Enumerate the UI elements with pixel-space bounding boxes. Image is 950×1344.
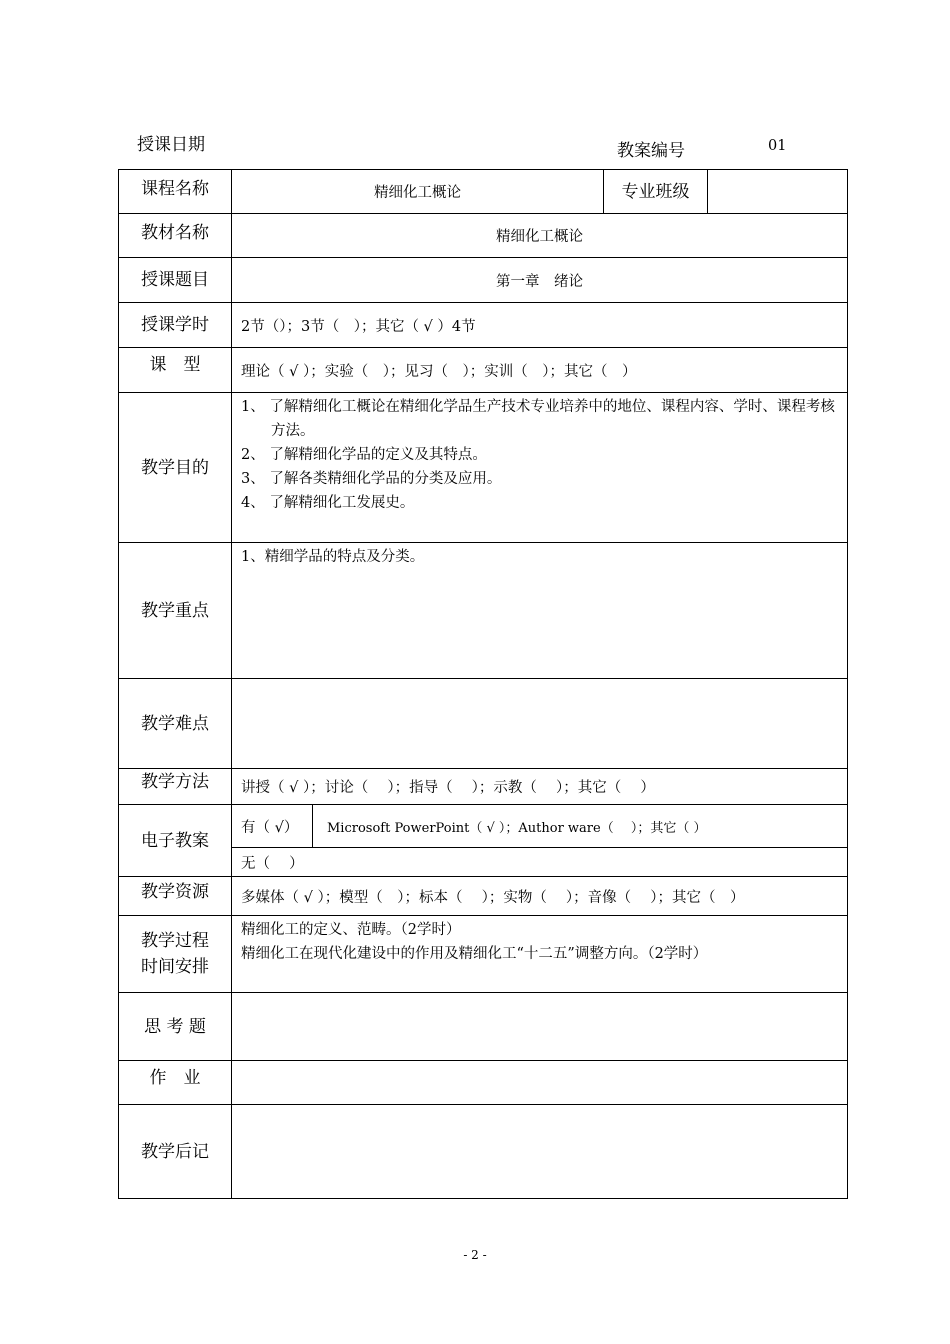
- row-resources: [119, 877, 848, 916]
- process-label-line2: 时间安排: [141, 957, 209, 977]
- questions-value: [232, 993, 848, 1061]
- resources-value: 多媒体（ √ ）；模型（ ）；标本（ ）；实物（ ）；音像（ ）；其它（ ）: [232, 877, 848, 916]
- class-label: 专业班级: [604, 170, 708, 214]
- row-reflection: [119, 1105, 848, 1199]
- topic-label: 授课题目: [119, 258, 232, 303]
- objective-item: 2、 了解精细化学品的定义及其特点。: [241, 447, 487, 463]
- e-plan-yes: 有（ √）: [232, 805, 313, 848]
- difficulties-label: 教学难点: [119, 679, 232, 769]
- key-points-value: 1、精细学品的特点及分类。: [232, 543, 848, 679]
- row-topic: [119, 258, 848, 303]
- process-item: 精细化工在现代化建设中的作用及精细化工“十二五”调整方向。（2学时）: [241, 946, 708, 962]
- homework-value: [232, 1061, 848, 1105]
- objectives-list: [232, 393, 848, 543]
- date-label: 授课日期: [137, 135, 205, 155]
- row-questions: [119, 993, 848, 1061]
- resources-label: 教学资源: [119, 877, 232, 916]
- lesson-plan-table: [118, 169, 848, 1199]
- row-methods: [119, 769, 848, 805]
- textbook-value: 精细化工概论: [232, 214, 848, 258]
- row-process: [119, 916, 848, 993]
- row-objectives: [119, 393, 848, 543]
- course-name-label: 课程名称: [119, 170, 232, 214]
- objectives-label: 教学目的: [119, 393, 232, 543]
- class-value: [708, 170, 848, 214]
- plan-number-value: 01: [768, 138, 787, 154]
- questions-label: 思 考 题: [119, 993, 232, 1061]
- homework-label: 作 业: [119, 1061, 232, 1105]
- row-textbook: [119, 214, 848, 258]
- methods-label: 教学方法: [119, 769, 232, 805]
- row-lesson-type: [119, 348, 848, 393]
- process-list: [232, 916, 848, 993]
- e-plan-no: 无（ ）: [232, 848, 848, 877]
- hours-label: 授课学时: [119, 303, 232, 348]
- reflection-label: 教学后记: [119, 1105, 232, 1199]
- row-homework: [119, 1061, 848, 1105]
- difficulties-value: [232, 679, 848, 769]
- reflection-value: [232, 1105, 848, 1199]
- hours-value: 2节（）；3节（ ）；其它（ √ ）4节: [232, 303, 848, 348]
- e-plan-software: Microsoft PowerPoint（ √ ）；Author ware（ ）；其它（ ）: [313, 805, 848, 848]
- textbook-label: 教材名称: [119, 214, 232, 258]
- process-label-line1: 教学过程: [141, 931, 209, 951]
- row-difficulties: [119, 679, 848, 769]
- plan-number-label: 教案编号: [617, 141, 685, 161]
- row-e-plan-yes: [119, 805, 848, 848]
- row-hours: [119, 303, 848, 348]
- topic-value: 第一章 绪论: [232, 258, 848, 303]
- e-plan-label: 电子教案: [119, 805, 232, 877]
- course-name-value: 精细化工概论: [232, 170, 604, 214]
- process-item: 精细化工的定义、范畴。（2学时）: [241, 922, 461, 938]
- objective-item: 4、 了解精细化工发展史。: [241, 495, 415, 511]
- process-label: [119, 916, 232, 993]
- key-points-label: 教学重点: [119, 543, 232, 679]
- row-course-name: [119, 170, 848, 214]
- row-key-points: [119, 543, 848, 679]
- objective-item: 3、 了解各类精细化学品的分类及应用。: [241, 471, 502, 487]
- objective-item: 1、 了解精细化工概论在精细化学品生产技术专业培养中的地位、课程内容、学时、课程考核方法。: [241, 399, 835, 439]
- methods-value: 讲授（ √ ）；讨论（ ）；指导（ ）；示教（ ）；其它（ ）: [232, 769, 848, 805]
- lesson-type-label: 课 型: [119, 348, 232, 393]
- page-number: - 2 -: [463, 1248, 487, 1262]
- lesson-type-value: 理论（ √ ）；实验（ ）；见习（ ）；实训（ ）；其它（ ）: [232, 348, 848, 393]
